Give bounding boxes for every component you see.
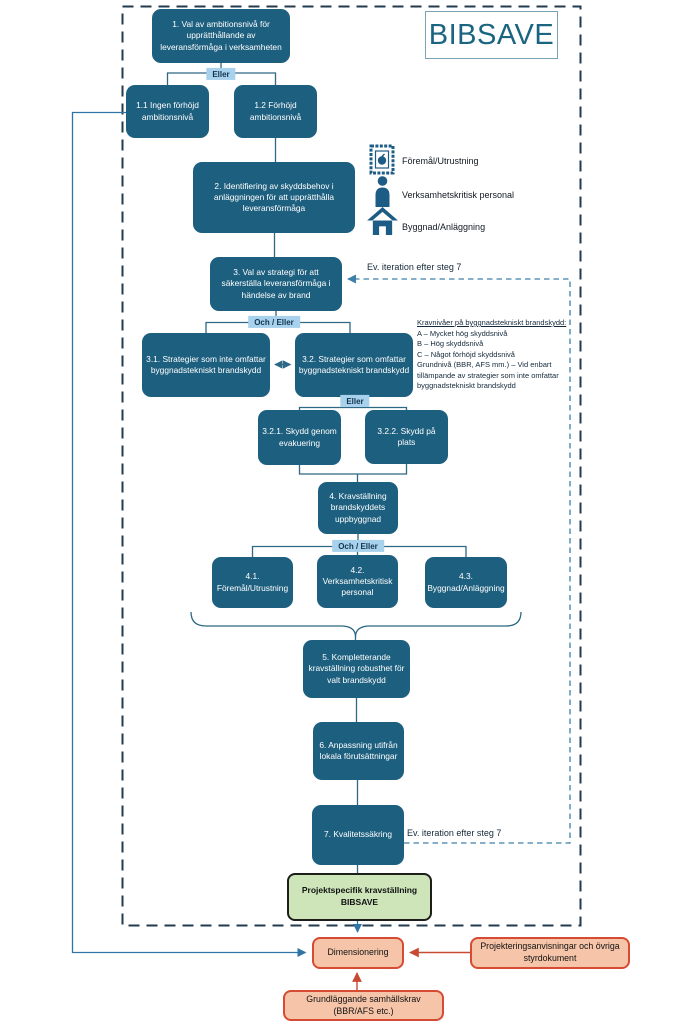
step-3-1-box [142, 333, 270, 397]
step-3-2-label: 3.2. Strategier som omfattar byggnadstekniskt brandskydd [298, 353, 410, 375]
step-4-box [318, 482, 398, 534]
iteration-label-bottom: Ev. iteration efter steg 7 [407, 828, 502, 838]
step-2-box [193, 162, 355, 233]
step-7-box [312, 805, 404, 865]
step-3-label: 3. Val av strategi för att säkerställa leveransförmåga i händelse av brand [221, 267, 331, 300]
step-3-2-1-box [258, 410, 341, 465]
connector-join-to-4 [300, 464, 407, 483]
requirement-level-a: A – Mycket hög skyddsnivå [417, 328, 508, 338]
step-3-2-2-box [365, 410, 448, 464]
dimensioning-label: Dimensionering [327, 947, 389, 958]
bibsave-logo-text: BIBSAVE [428, 18, 555, 51]
step-3-2-box [295, 333, 413, 397]
house-icon [367, 207, 398, 240]
eller-badge-2: Eller [340, 395, 369, 407]
step-4-2-box [317, 555, 398, 608]
step-6-box [313, 722, 404, 780]
step-4-1-label: 4.1. Föremål/Utrustning [216, 571, 289, 593]
step-7-label: 7. Kvalitetssäkring [324, 829, 392, 840]
requirement-level-b: B – Hög skyddsnivå [417, 339, 484, 348]
legend-label-personnel: Verksamhetskritisk personal [402, 190, 515, 200]
step-1-label: 1. Val av ambitionsnivå för upprätthållande av leveransförmåga i verksamheten [160, 19, 282, 52]
step-6-label: 6. Anpassning utifrån lokala förutsättningar [319, 739, 398, 761]
step-1-1-label: 1.1 Ingen förhöjd ambitionsnivå [136, 100, 199, 122]
step-4-3-box [425, 557, 507, 608]
legend-label-building: Byggnad/Anläggning [402, 222, 486, 232]
step-4-1-box [212, 557, 293, 608]
process-boundary-dashed-frame [123, 7, 581, 926]
bibsave-logo [425, 11, 558, 59]
societal-requirements-label: Grundläggande samhällskrav (BBR/AFS etc.) [306, 993, 421, 1016]
step-1-1-box [126, 85, 209, 138]
design-guidelines-box [470, 937, 630, 969]
step-4-3-label: 4.3. Byggnad/Anläggning [427, 571, 505, 593]
step-1-box [152, 9, 290, 63]
step-3-2-2-label: 3.2.2. Skydd på plats [377, 425, 436, 447]
arrow-1-1-to-dimensioning [73, 113, 306, 953]
requirement-levels-title: Kravnivåer på byggnadstekniskt brandskydd: [417, 318, 567, 327]
step-1-2-label: 1.2 Förhöjd ambitionsnivå [249, 100, 302, 122]
step-4-2-label: 4.2. Verksamhetskritisk personal [322, 564, 393, 598]
requirement-levels-note [417, 318, 581, 392]
framed-picture-icon [369, 144, 395, 180]
societal-requirements-box [283, 990, 444, 1021]
step-4-label: 4. Kravställning brandskyddets uppbyggnad [329, 491, 387, 524]
dimensioning-box [312, 937, 404, 969]
step-2-label: 2. Identifiering av skyddsbehov i anläggningen för att upprätthålla leveransförmåga [213, 180, 335, 214]
step-5-box [303, 640, 410, 698]
step-1-2-box [234, 85, 317, 138]
iteration-label-top: Ev. iteration efter steg 7 [367, 262, 462, 272]
step-3-2-1-label: 3.2.1. Skydd genom evakuering [262, 426, 337, 448]
step-5-label: 5. Kompletterande kravställning robusthet för valt brandskydd [308, 652, 405, 685]
step-3-1-label: 3.1. Strategier som inte omfattar byggnadstekniskt brandskydd [146, 353, 266, 375]
och-eller-badge-2: Och / Eller [332, 540, 384, 552]
project-specific-requirements-label: Projektspecifik kravställning BIBSAVE [301, 885, 418, 907]
eller-badge-1: Eller [206, 68, 235, 80]
requirement-level-base: Grundnivå (BBR, AFS mm.) – Vid enbart tillämpande av strategier som inte omfattar byggnadstekniskt brandskydd [417, 360, 559, 390]
legend-label-objects: Föremål/Utrustning [402, 156, 479, 166]
project-specific-requirements-box [287, 873, 432, 921]
step-3-box [210, 257, 342, 311]
design-guidelines-label: Projekteringsanvisningar och övriga styrdokument [480, 941, 620, 963]
curly-brace [191, 612, 521, 637]
requirement-level-c: C – Något förhöjd skyddsnivå [417, 349, 515, 359]
och-eller-badge-1: Och / Eller [248, 316, 300, 328]
